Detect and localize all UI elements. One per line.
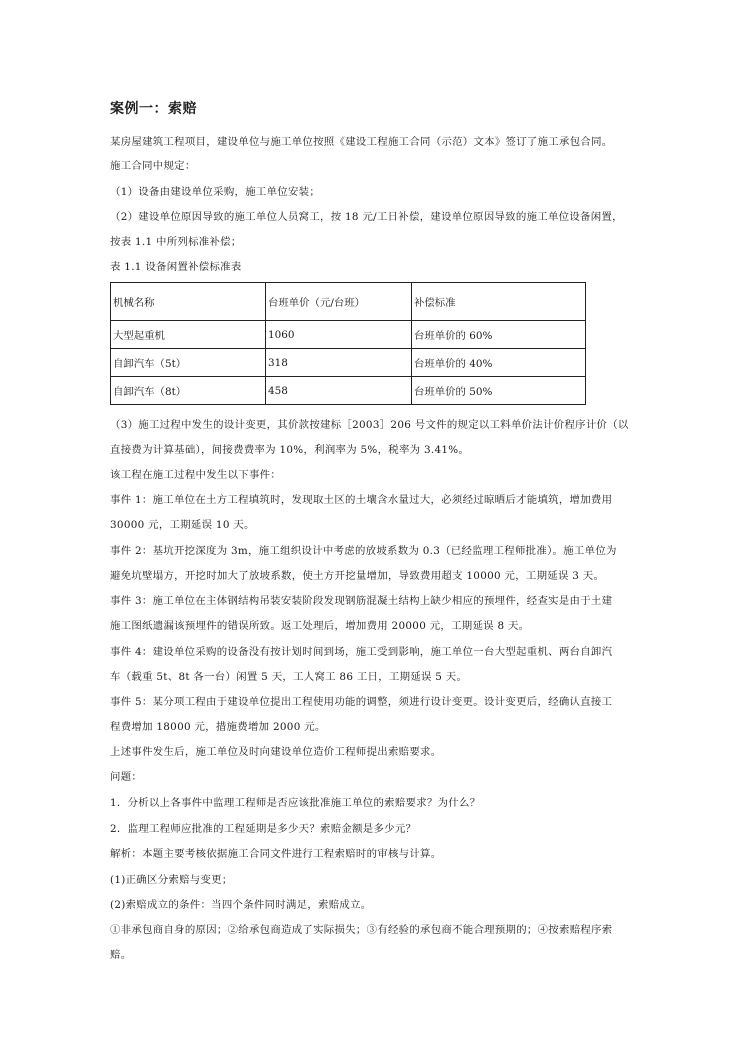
table-header-cell: 补偿标准 <box>412 283 586 321</box>
table-cell: 自卸汽车（8t） <box>111 377 266 405</box>
table-cell: 大型起重机 <box>111 321 266 349</box>
table-cell: 台班单价的 50% <box>412 377 586 405</box>
table-row <box>111 321 586 349</box>
questions-heading: 问题： <box>110 771 143 783</box>
table-cell: 台班单价的 60% <box>412 321 586 349</box>
analysis-point-1: (1)正确区分索赔与变更； <box>110 874 233 886</box>
table-row <box>111 349 586 377</box>
paragraph-intro: 某房屋建筑工程项目，建设单位与施工单位按照《建设工程施工合同（示范）文本》签订了施工承包合同。 <box>110 136 613 148</box>
event-5-line-1: 事件 5：某分项工程由于建设单位提出工程使用功能的调整，须进行设计变更。设计变更后，经确认直接工 <box>110 696 613 708</box>
term-3-line-2: 直接费为计算基础），间接费费率为 10%，利润率为 5%，税率为 3.41%。 <box>110 444 470 456</box>
event-2-line-2: 避免坑壁塌方，开挖时加大了放坡系数，使土方开挖量增加，导致费用超支 10000 元，工期延误 3 天。 <box>110 570 605 582</box>
event-4-line-2: 车（载重 5t、8t 各一台）闲置 5 天，工人窝工 86 工日，工期延误 5 天。 <box>110 671 468 683</box>
table-cell: 1060 <box>266 321 412 349</box>
analysis-intro: 解析：本题主要考核依据施工合同文件进行工程索赔时的审核与计算。 <box>110 848 442 860</box>
event-5-line-2: 程费增加 18000 元，措施费增加 2000 元。 <box>110 721 326 733</box>
claim-submission: 上述事件发生后，施工单位及时向建设单位造价工程师提出索赔要求。 <box>110 746 442 758</box>
event-1-line-1: 事件 1：施工单位在土方工程填筑时，发现取土区的土壤含水量过大，必须经过晾晒后才能填筑，增加费用 <box>110 494 613 506</box>
event-3-line-1: 事件 3：施工单位在主体钢结构吊装安装阶段发现钢筋混凝土结构上缺少相应的预埋件，经查实是由于土建 <box>110 595 613 607</box>
table-cell: 自卸汽车（5t） <box>111 349 266 377</box>
event-1-line-2: 30000 元，工期延误 10 天。 <box>110 519 255 531</box>
table-header-cell: 台班单价（元/台班） <box>266 283 412 321</box>
compensation-table <box>110 282 586 405</box>
table-row <box>111 377 586 405</box>
event-4-line-1: 事件 4：建设单位采购的设备没有按计划时间到场，施工受到影响，施工单位一台大型起重机、两台自卸汽 <box>110 646 613 658</box>
claim-conditions-line-1: ①非承包商自身的原因；②给承包商造成了实际损失；③有经验的承包商不能合理预期的；④按索赔程序索 <box>110 924 613 936</box>
paragraph-contract-terms: 施工合同中规定： <box>110 160 196 172</box>
table-caption: 表 1.1 设备闲置补偿标准表 <box>110 261 242 273</box>
page-title: 案例一：索赔 <box>110 101 197 117</box>
table-cell: 318 <box>266 349 412 377</box>
table-cell: 台班单价的 40% <box>412 349 586 377</box>
term-3-line-1: （3）施工过程中发生的设计变更，其价款按建标［2003］206 号文件的规定以工料单价法计价程序计价（以 <box>110 419 629 431</box>
table-header-cell: 机械名称 <box>111 283 266 321</box>
event-2-line-1: 事件 2：基坑开挖深度为 3m，施工组织设计中考虑的放坡系数为 0.3（已经监理工程师批准）。施工单位为 <box>110 545 617 557</box>
term-2-line-2: 按表 1.1 中所列标准补偿； <box>110 236 242 248</box>
table-header-row <box>111 283 586 321</box>
question-1: 1．分析以上各事件中监理工程师是否应该批准施工单位的索赔要求？为什么？ <box>110 797 481 809</box>
table-cell: 458 <box>266 377 412 405</box>
question-2: 2．监理工程师应批准的工程延期是多少天？索赔金额是多少元？ <box>110 823 417 835</box>
event-3-line-2: 施工图纸遗漏该预埋件的错误所致。返工处理后，增加费用 20000 元，工期延误 8 天。 <box>110 620 530 632</box>
term-2-line-1: （2）建设单位原因导致的施工单位人员窝工，按 18 元/工日补偿，建设单位原因导致的施工单位设备闲置， <box>110 211 623 223</box>
term-1: （1）设备由建设单位采购，施工单位安装； <box>110 186 321 198</box>
claim-conditions-line-2: 赔。 <box>110 949 132 961</box>
analysis-point-2: (2)索赔成立的条件：当四个条件同时满足，索赔成立。 <box>110 899 372 911</box>
events-intro: 该工程在施工过程中发生以下事件： <box>110 469 282 481</box>
